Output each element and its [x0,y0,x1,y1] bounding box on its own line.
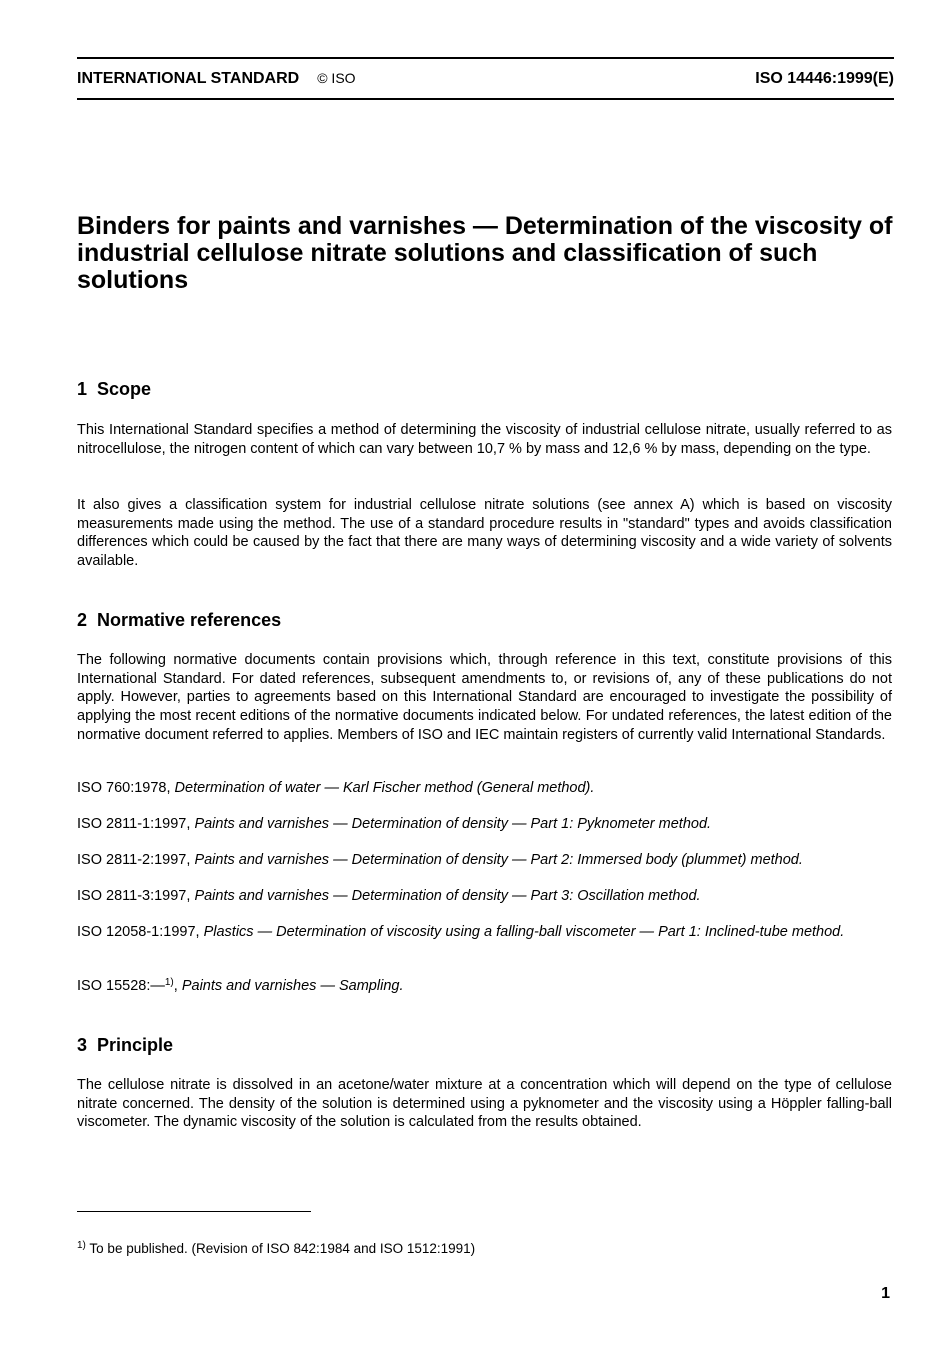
reference-title: Paints and varnishes — Determination of density — Part 3: Oscillation method. [194,888,701,904]
section-number: 1 [77,379,88,399]
page-header [77,70,894,90]
section-title: Principle [97,1035,174,1055]
section-heading-principle [77,1034,173,1056]
reference-title: Plastics — Determination of viscosity using a falling-ball viscometer — Part 1: Inclined-tube method. [203,924,845,940]
reference-title: Paints and varnishes — Determination of density — Part 2: Immersed body (plummet) method. [194,852,803,868]
section-heading-scope [77,378,151,400]
reference-item [77,977,892,996]
reference-item [77,779,892,798]
header-top-rule [77,57,894,59]
footnote-mark: 1) [77,1240,86,1251]
page-number: 1 [881,1285,890,1302]
normative-references-paragraph: The following normative documents contain provisions which, through reference in this text, constitute provisions of this International Standard. For dated references, subsequent amendments to, or revisions of, any of these publications do not apply. However, parties to agreements based on this International Standard are encouraged to investigate the possibility of applying the most recent editions of the normative documents indicated below. For undated references, the latest edition of the normative document referred to applies. Members of ISO and IEC maintain registers of currently valid International Standards. [77,652,892,743]
reference-code: ISO 15528:— [77,978,165,994]
section-title: Scope [97,379,152,399]
copyright-notice: © ISO [317,70,356,86]
principle-paragraph: The cellulose nitrate is dissolved in an acetone/water mixture at a concentration which will depend on the type of cellulose nitrate concerned. The density of the solution is determined using a pyknometer and the viscosity using a Höppler falling-ball viscometer. The dynamic viscosity of the solution is calculated from the results obtained. [77,1077,892,1131]
reference-title: Paints and varnishes — Sampling. [181,978,404,994]
footnote-mark: 1) [164,977,174,988]
reference-code: ISO 12058-1:1997, [77,924,200,940]
footnote [77,1241,475,1256]
section-number: 3 [77,1035,88,1055]
scope-paragraph-2: It also gives a classification system for industrial cellulose nitrate solutions (see annex A) which is based on viscosity measurements made using the method. The use of a standard procedure results in "standard" types and avoids classification differences which could be caused by the fact that there are many ways of determining viscosity and a wide variety of solvents available. [77,497,892,570]
doc-id: ISO 14446:1999(E) [755,70,894,87]
footnote-separator [77,1211,311,1212]
scope-paragraph-1: This International Standard specifies a method of determining the viscosity of industrial cellulose nitrate, usually referred to as nitrocellulose, the nitrogen content of which can vary between 10,7 % by mass and 12,6 % by mass, depending on the type. [77,422,892,457]
document-title: Binders for paints and varnishes — Determination of the viscosity of industrial cellulose nitrate solutions and classification of such solutions [77,212,893,294]
reference-item [77,887,892,906]
header-left [77,70,356,88]
reference-title: Determination of water — Karl Fischer method (General method). [174,780,595,796]
reference-item [77,851,892,870]
section-title: Normative references [97,610,282,630]
reference-code: ISO 2811-3:1997, [77,888,191,904]
section-number: 2 [77,610,88,630]
reference-code: ISO 2811-2:1997, [77,852,191,868]
reference-separator: , [173,978,178,994]
section-heading-normative-references [77,609,281,631]
reference-code: ISO 2811-1:1997, [77,816,191,832]
reference-item [77,815,892,834]
reference-item [77,923,892,942]
header-bottom-rule [77,98,894,100]
footnote-text: To be published. (Revision of ISO 842:1984 and ISO 1512:1991) [89,1241,476,1256]
reference-title: Paints and varnishes — Determination of density — Part 1: Pyknometer method. [194,816,712,832]
reference-code: ISO 760:1978, [77,780,171,796]
doc-type: INTERNATIONAL STANDARD [77,70,300,87]
